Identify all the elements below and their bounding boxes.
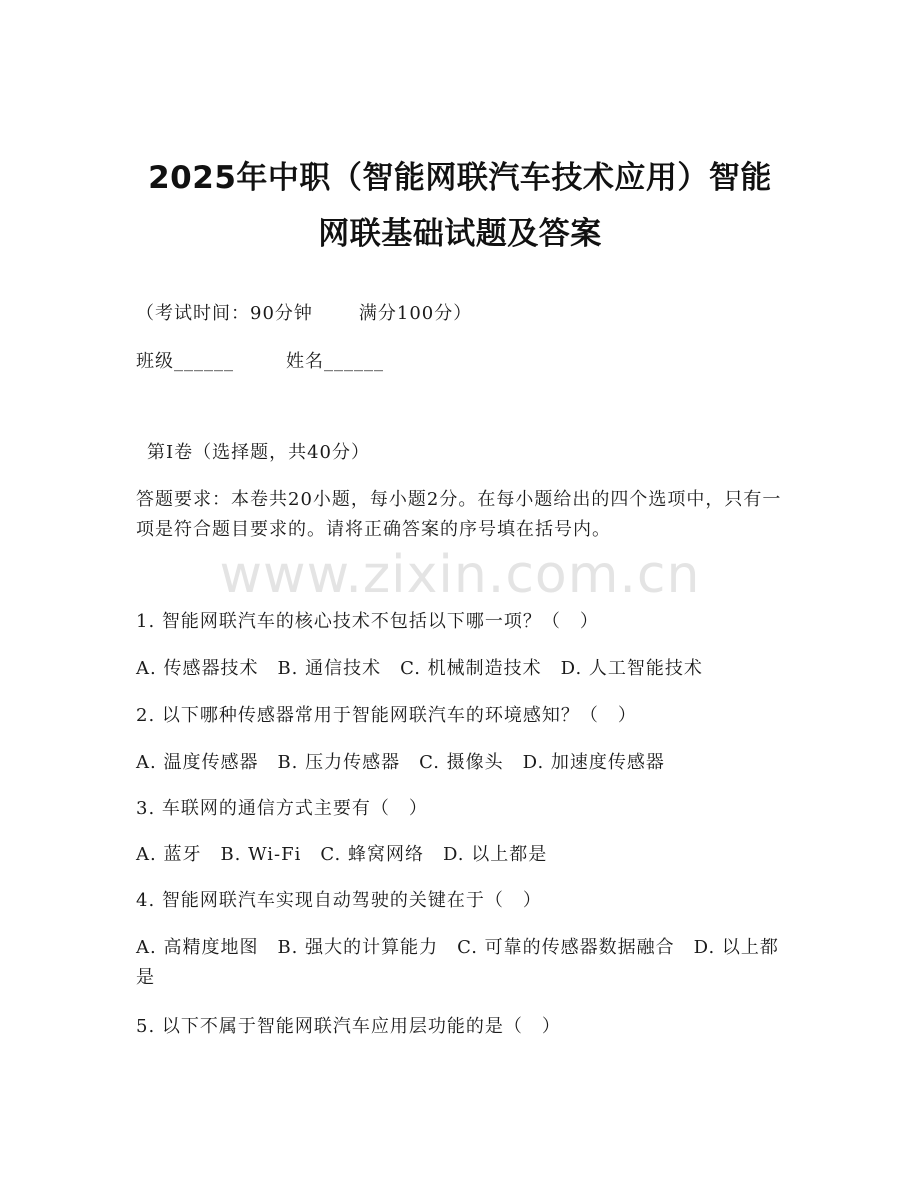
class-field: 班级______ [136, 351, 234, 372]
title-line-2: 网联基础试题及答案 [318, 216, 602, 252]
question-1-stem: 1. 智能网联汽车的核心技术不包括以下哪一项？（ ） [136, 611, 599, 632]
question-2-stem: 2. 以下哪种传感器常用于智能网联汽车的环境感知？（ ） [136, 705, 637, 726]
question-1-options: A. 传感器技术 B. 通信技术 C. 机械制造技术 D. 人工智能技术 [136, 658, 703, 679]
instructions: 答题要求：本卷共20小题，每小题2分。在每小题给出的四个选项中，只有一项是符合题目要求的。请将正确答案的序号填在括号内。 [136, 489, 782, 540]
student-fields [136, 350, 384, 374]
title-line-1: 2025年中职（智能网联汽车技术应用）智能 [148, 160, 772, 196]
exam-score: 满分100分） [358, 303, 473, 324]
question-4-stem: 4. 智能网联汽车实现自动驾驶的关键在于（ ） [136, 890, 542, 911]
exam-info [136, 302, 472, 326]
question-3-options: A. 蓝牙 B. Wi-Fi C. 蜂窝网络 D. 以上都是 [136, 844, 548, 865]
question-2-options: A. 温度传感器 B. 压力传感器 C. 摄像头 D. 加速度传感器 [136, 752, 665, 773]
name-field: 姓名______ [286, 351, 384, 372]
question-5-stem: 5. 以下不属于智能网联汽车应用层功能的是（ ） [136, 1016, 561, 1037]
exam-time: （考试时间：90分钟 [136, 303, 313, 324]
document-title [0, 150, 920, 262]
question-3-stem: 3. 车联网的通信方式主要有（ ） [136, 798, 428, 819]
question-4-options: A. 高精度地图 B. 强大的计算能力 C. 可靠的传感器数据融合 D. 以上都是 [136, 937, 779, 988]
section-heading: 第I卷（选择题，共40分） [147, 442, 371, 463]
watermark: www.zixin.com.cn [219, 545, 701, 605]
